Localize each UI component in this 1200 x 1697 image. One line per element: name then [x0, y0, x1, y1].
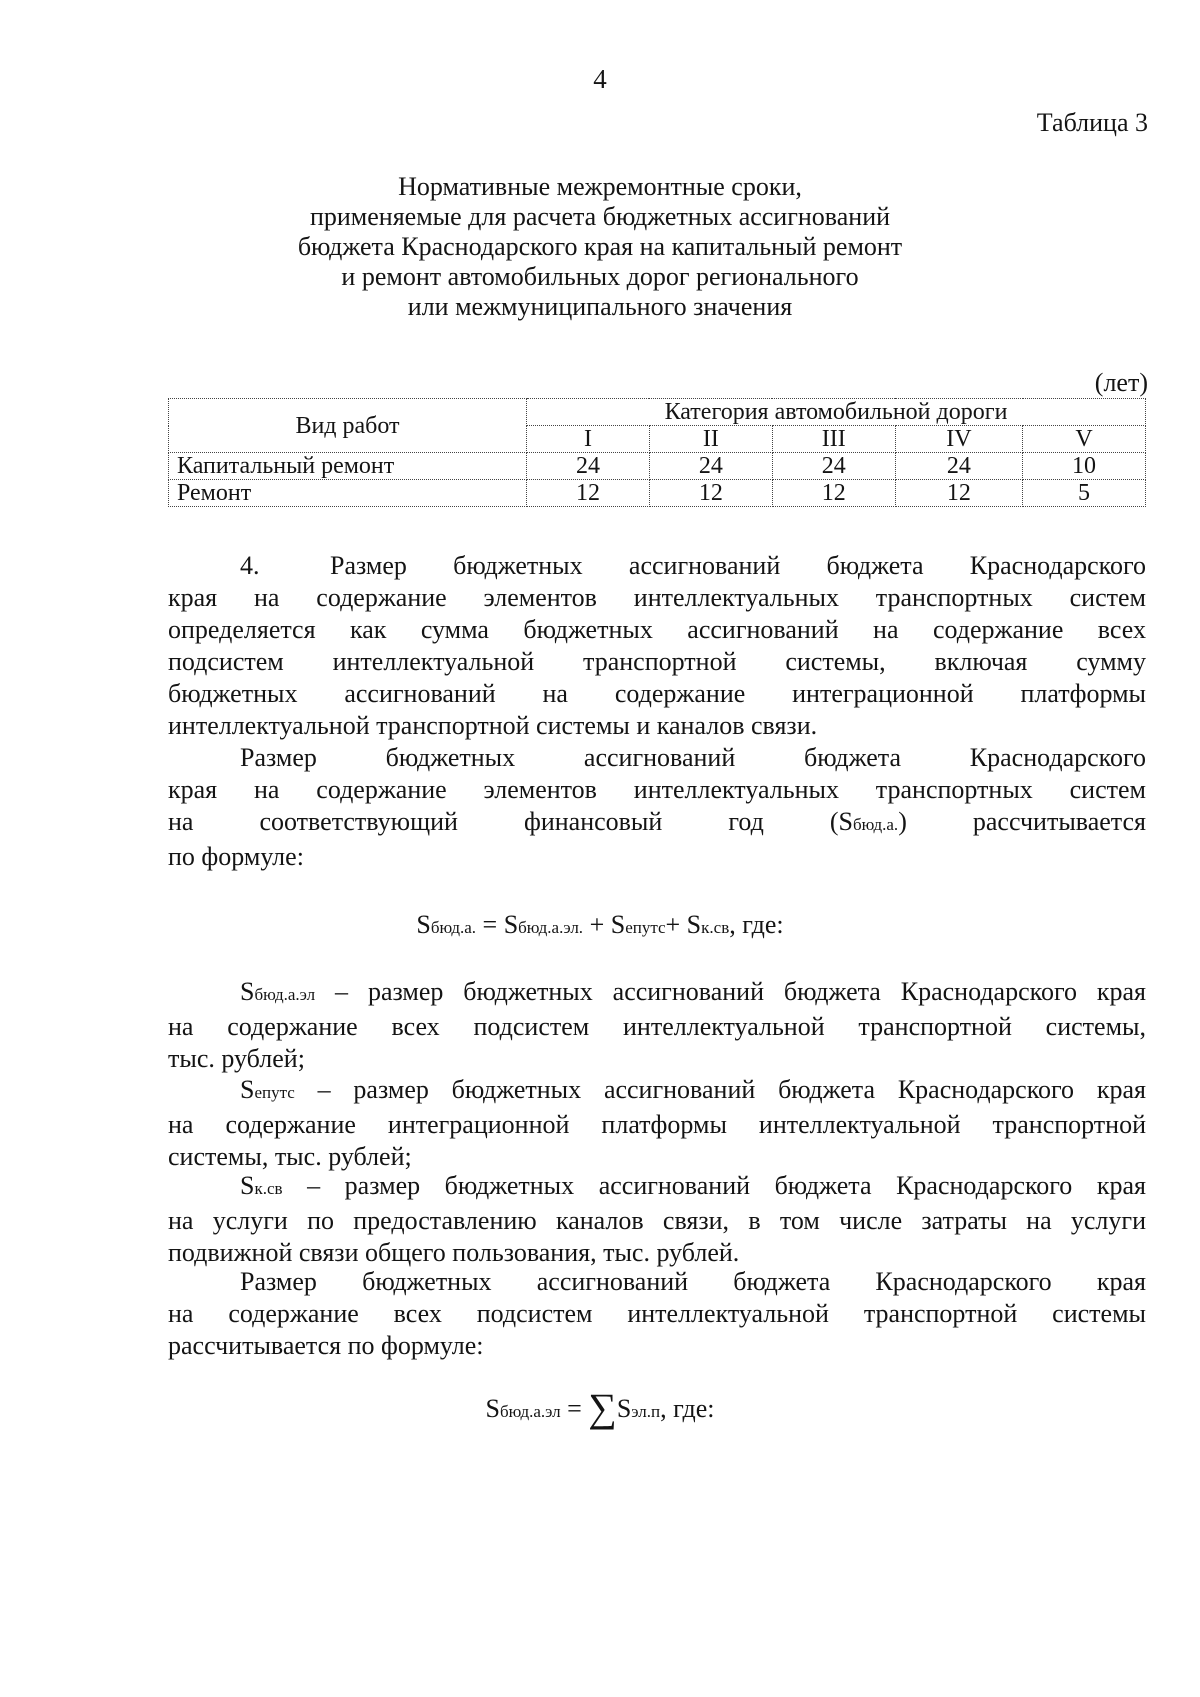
definition-subsystems: Sбюд.а.эл – размер бюджетных ассигнований бюджета Краснодарского края на содержание всех подсистем интеллектуальной транспортной системы, тыс. рублей; — [168, 977, 1146, 1073]
paragraph-subsystems-size — [168, 1266, 1146, 1362]
table-label: Таблица 3 — [1036, 108, 1148, 137]
table-row — [169, 453, 1146, 480]
category-header: I — [527, 426, 650, 453]
category-header: IV — [895, 426, 1022, 453]
paragraph-line: на соответствующий финансовый год (Sбюд.а.) рассчитывается — [168, 807, 1146, 836]
paragraph-line: определяется как сумма бюджетных ассигнований на содержание всех — [168, 615, 1146, 644]
category-header: II — [649, 426, 772, 453]
column-header-work: Вид работ — [169, 399, 527, 453]
value-cell: 24 — [527, 453, 650, 480]
title-line: или межмуниципального значения — [407, 292, 793, 321]
paragraph-line: края на содержание элементов интеллектуальных транспортных систем — [168, 775, 1146, 804]
paragraph-line: системы, тыс. рублей; — [168, 1142, 412, 1171]
value-cell: 5 — [1023, 480, 1146, 507]
category-header: III — [772, 426, 895, 453]
paragraph-size — [168, 742, 1146, 873]
paragraph-line: по формуле: — [168, 842, 304, 871]
paragraph-line: Размер бюджетных ассигнований бюджета Краснодарского — [240, 743, 1146, 772]
value-cell: 10 — [1023, 453, 1146, 480]
title-line: применяемые для расчета бюджетных ассигнований — [309, 202, 891, 231]
value-cell: 12 — [772, 480, 895, 507]
title-line: бюджета Краснодарского края на капитальный ремонт — [297, 232, 903, 261]
paragraph-line: интеллектуальной транспортной системы и каналов связи. — [168, 711, 818, 740]
paragraph-line: на содержание интеграционной платформы интеллектуальной транспортной — [168, 1110, 1146, 1139]
paragraph-line: подвижной связи общего пользования, тыс. рублей. — [168, 1238, 740, 1267]
column-header-category: Категория автомобильной дороги — [527, 399, 1146, 426]
sum-symbol: ∑ — [588, 1385, 617, 1430]
paragraph-line: края на содержание элементов интеллектуальных транспортных систем — [168, 583, 1146, 612]
unit-label: (лет) — [1094, 368, 1148, 397]
paragraph-line: рассчитывается по формуле: — [168, 1331, 484, 1360]
definition-platform: Sепутс – размер бюджетных ассигнований бюджета Краснодарского края на содержание интеграционной платформы интеллектуальной транспортной системы, тыс. рублей; — [168, 1075, 1146, 1171]
paragraph-text: Размер бюджетных ассигнований бюджета Краснодарского — [330, 551, 1146, 580]
value-cell: 24 — [895, 453, 1022, 480]
paragraph-line: Размер бюджетных ассигнований бюджета Краснодарского края — [240, 1267, 1146, 1296]
value-cell: 12 — [895, 480, 1022, 507]
work-type-cell: Капитальный ремонт — [169, 453, 527, 480]
definition-channels: Sк.св – размер бюджетных ассигнований бюджета Краснодарского края на услуги по предоставлению каналов связи, в том числе затраты на услуги подвижной связи общего пользования, тыс. рублей. — [168, 1171, 1146, 1267]
title-line: Нормативные межремонтные сроки, — [398, 172, 802, 201]
category-header: V — [1023, 426, 1146, 453]
paragraph-line: на услуги по предоставлению каналов связи, в том числе затраты на услуги — [168, 1206, 1146, 1235]
paragraph-line: на содержание всех подсистем интеллектуальной транспортной системы — [168, 1299, 1146, 1328]
paragraph-line: бюджетных ассигнований на содержание интеграционной платформы — [168, 679, 1146, 708]
value-cell: 12 — [527, 480, 650, 507]
formula-budget-total: Sбюд.а. = Sбюд.а.эл. + Sепутс+ Sк.св, где: — [416, 910, 784, 939]
value-cell: 24 — [772, 453, 895, 480]
paragraph-line: тыс. рублей; — [168, 1044, 305, 1073]
page-number: 4 — [593, 64, 607, 94]
repair-intervals-table — [168, 398, 1146, 507]
table-row — [169, 480, 1146, 507]
paragraph-number: 4. — [240, 551, 260, 580]
paragraph-line: подсистем интеллектуальной транспортной системы, включая сумму — [168, 647, 1146, 676]
title-line: и ремонт автомобильных дорог регионального — [341, 262, 859, 291]
table-title — [200, 172, 1000, 322]
value-cell: 24 — [649, 453, 772, 480]
paragraph-line: на содержание всех подсистем интеллектуальной транспортной системы, — [168, 1012, 1146, 1041]
paragraph-4 — [168, 550, 1146, 742]
formula-subsystems-sum: Sбюд.а.эл = ∑Sэл.п, где: — [485, 1385, 715, 1430]
work-type-cell: Ремонт — [169, 480, 527, 507]
value-cell: 12 — [649, 480, 772, 507]
